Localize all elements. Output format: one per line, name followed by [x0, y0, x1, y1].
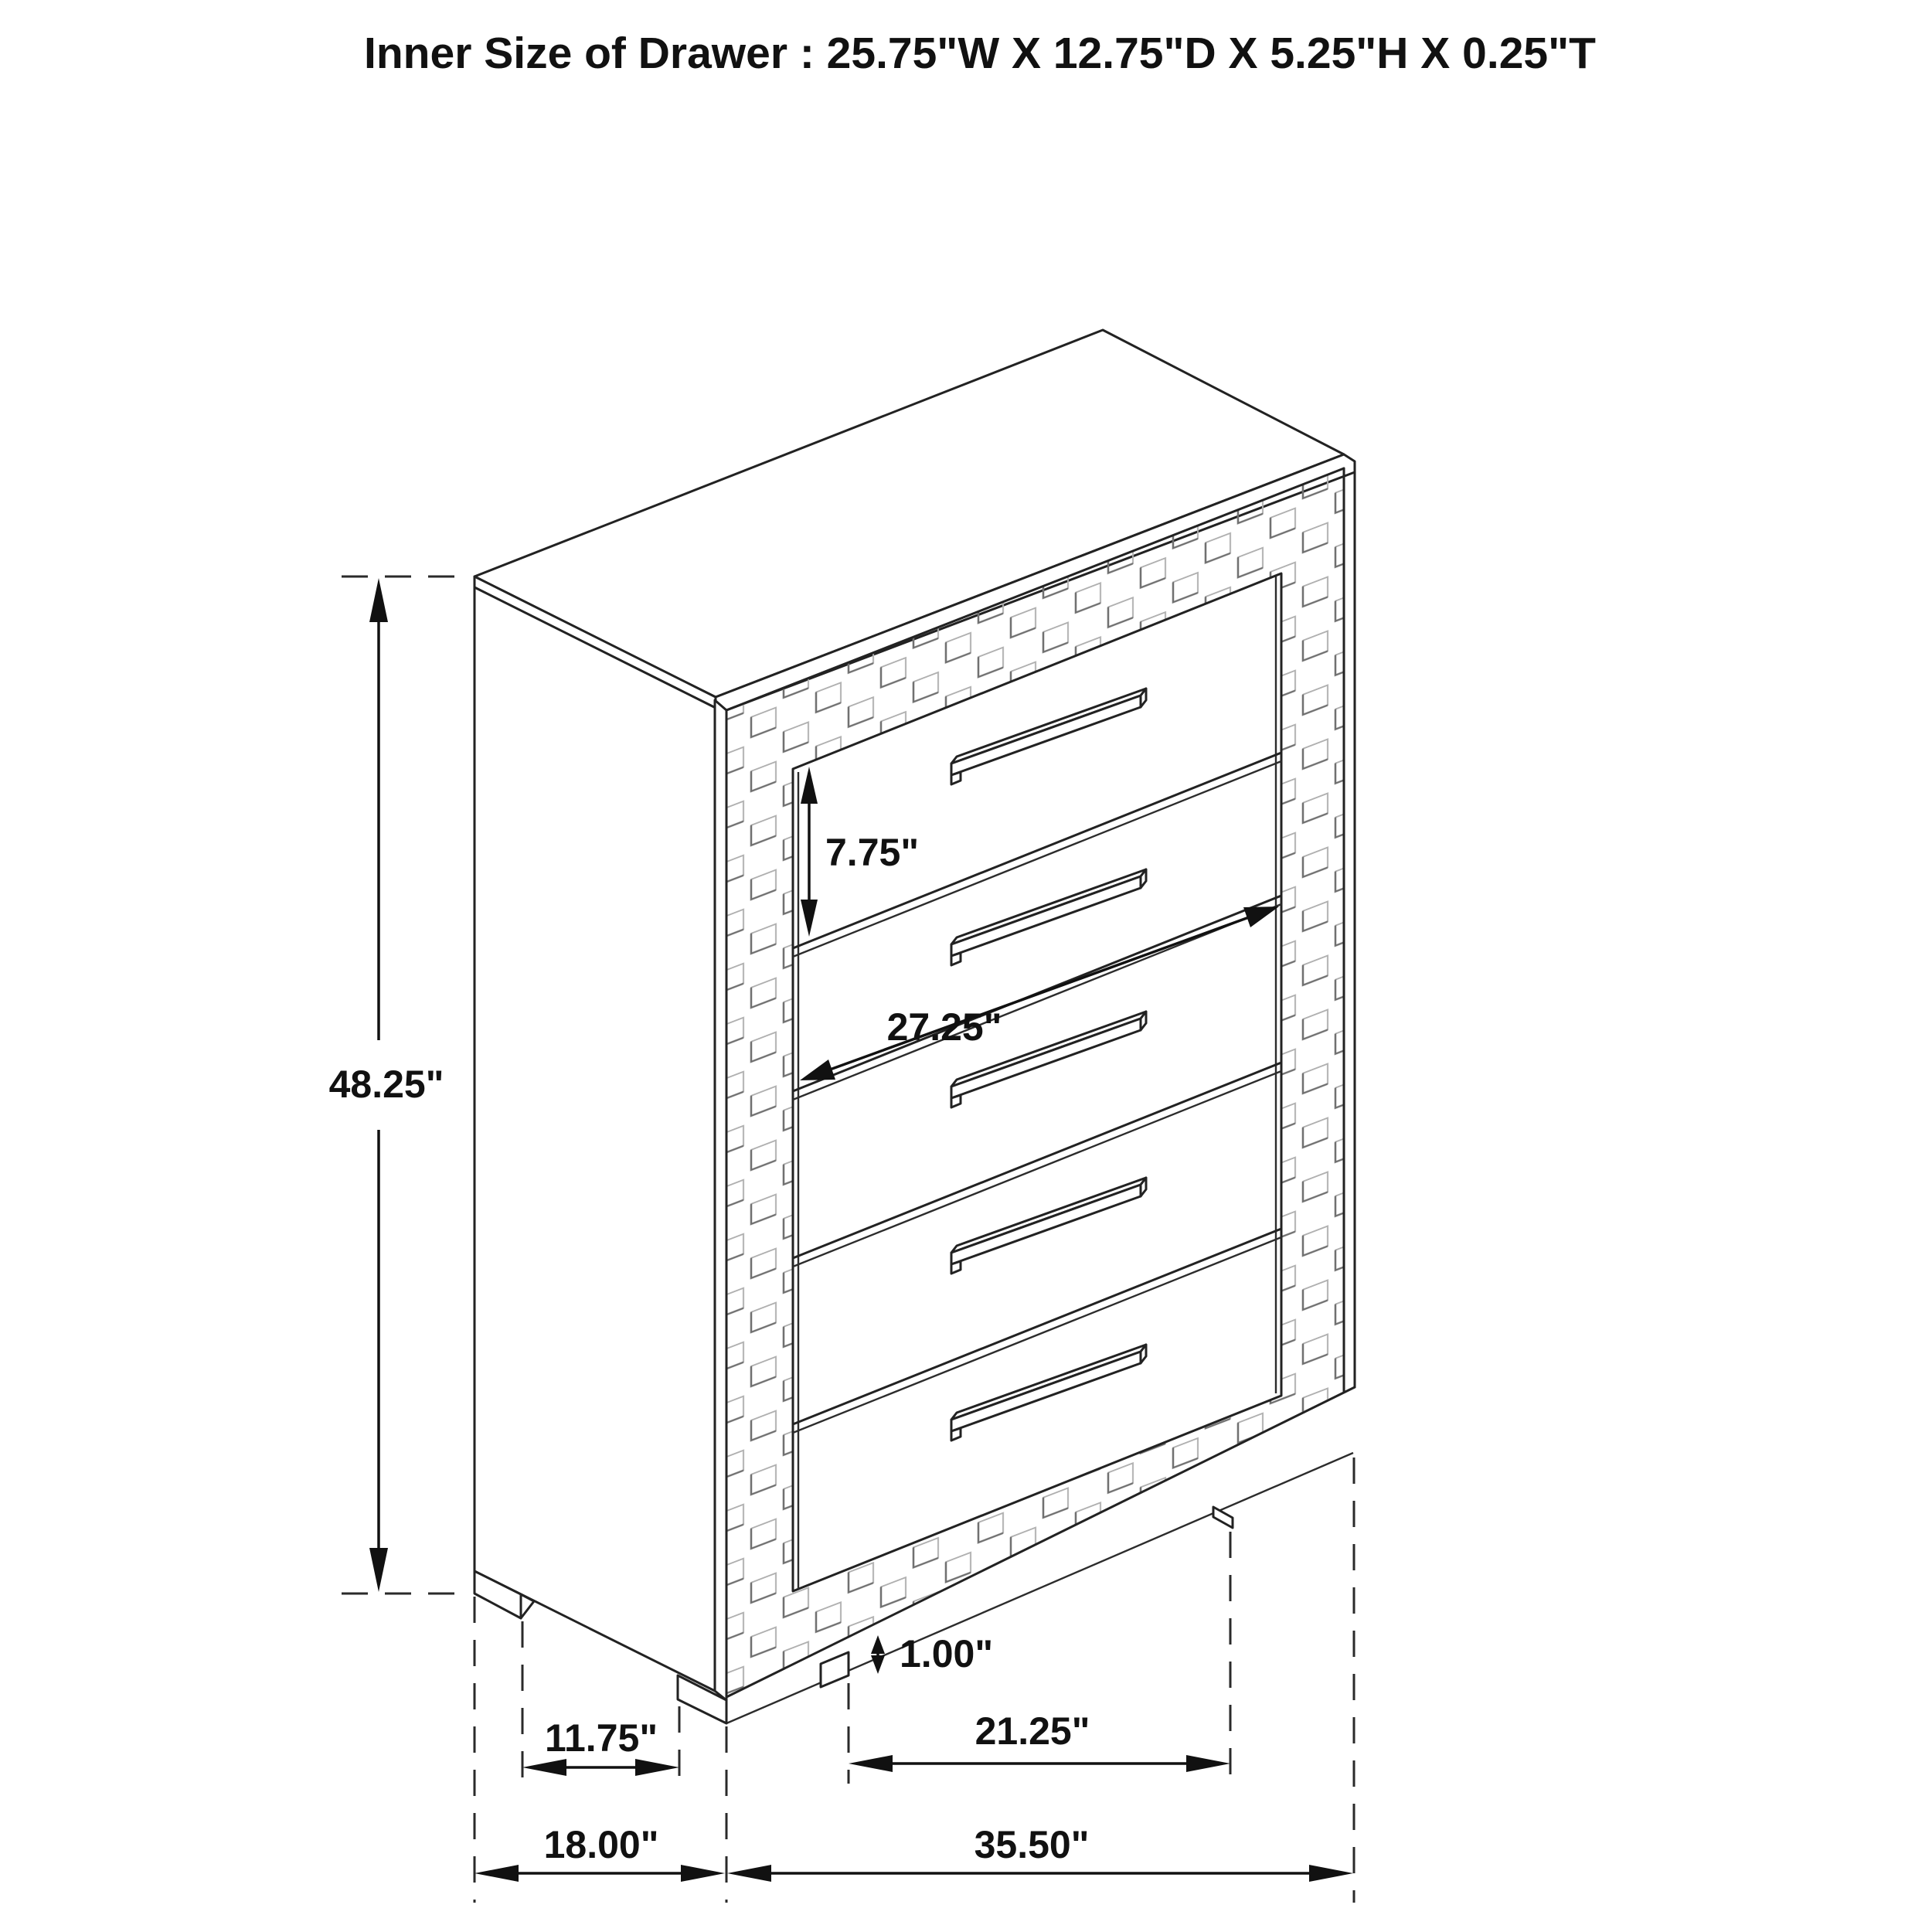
chest-left-panel	[474, 587, 716, 1691]
overall-width-label: 35.50"	[974, 1823, 1090, 1866]
diagram-title: Inner Size of Drawer : 25.75"W X 12.75"D X 5.25"H X 0.25"T	[364, 29, 1596, 78]
drawer-front-height-label: 7.75"	[825, 831, 920, 874]
overall-height-label: 48.25"	[328, 1063, 444, 1106]
foot-height-label: 1.00"	[900, 1632, 994, 1675]
front-foot-spacing-label: 21.25"	[975, 1709, 1090, 1753]
front-left-corner-post	[715, 700, 726, 1700]
overall-depth-label: 18.00"	[543, 1823, 659, 1866]
drawer-front-width-label: 27.25"	[886, 1005, 1002, 1049]
side-foot-spacing-label: 11.75"	[544, 1716, 658, 1760]
dimension-side-foot-spacing	[522, 1716, 679, 1776]
